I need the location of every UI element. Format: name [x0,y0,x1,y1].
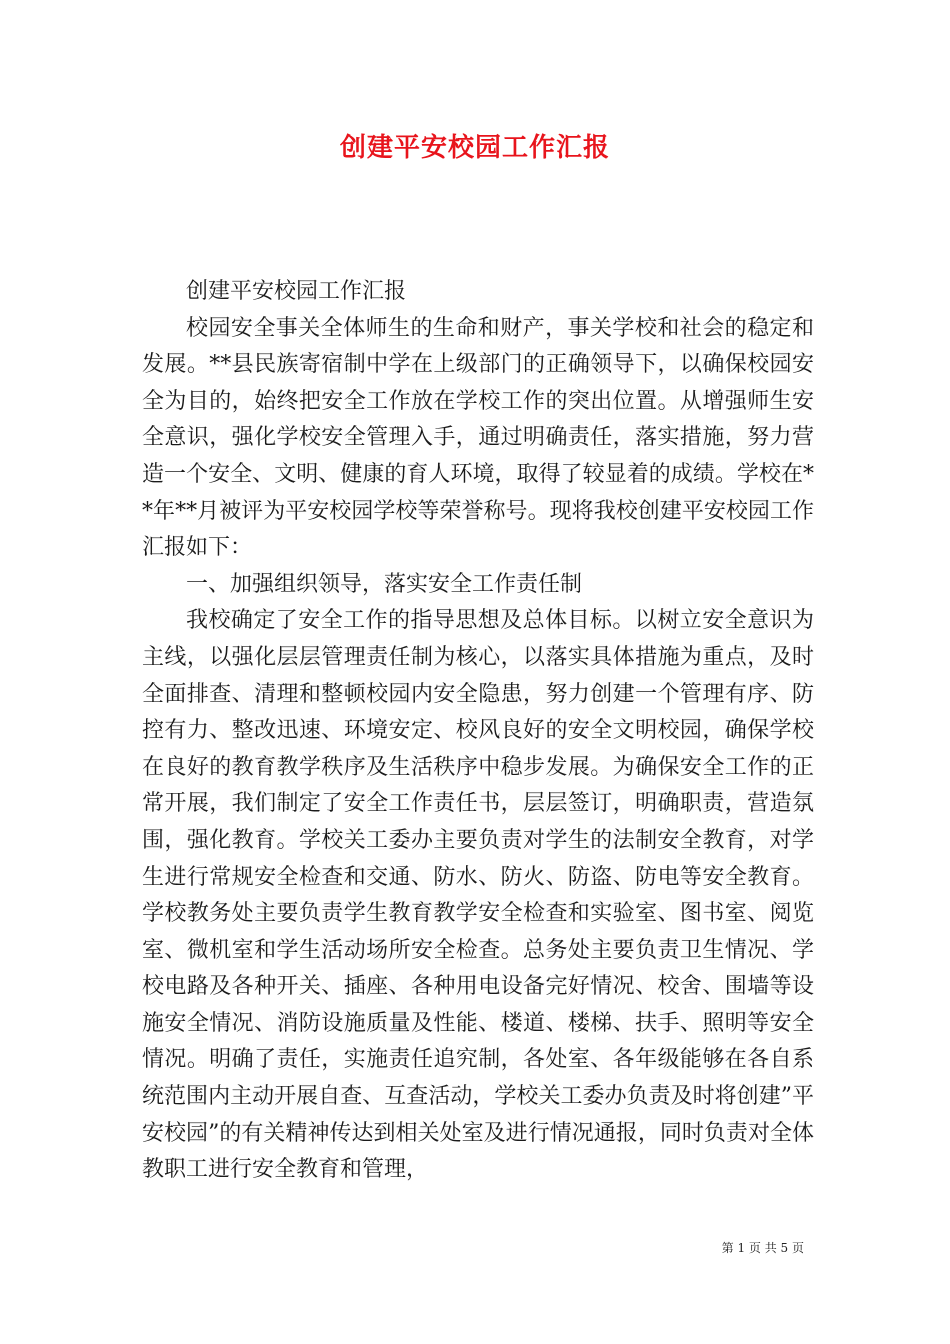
section-heading: 一、加强组织领导，落实安全工作责任制 [186,571,583,597]
paragraph-intro: 校园安全事关全体师生的生命和财产，事关学校和社会的稳定和发展。**县民族寄宿制中学在上级部门的正确领导下，以确保校园安全为目的，始终把安全工作放在学校工作的突出位置。从增强师生安全意识，强化学校安全管理入手，通过明确责任，落实措施，努力营造一个安全、文明、健康的育人环境，取得了较显着的成绩。学校在**年**月被评为平安校园学校等荣誉称号。现将我校创建平安校园工作汇报如下： [142,315,814,561]
page-number: 第 1 页 共 5 页 [721,1241,804,1255]
document-body [142,274,814,1189]
body-heading: 创建平安校园工作汇报 [186,279,407,304]
paragraph-section-1: 我校确定了安全工作的指导思想及总体目标。以树立安全意识为主线，以强化层层管理责任制为核心，以落实具体措施为重点，及时全面排查、清理和整顿校园内安全隐患，努力创建一个管理有序、防控有力、整改迅速、环境安定、校风良好的安全文明校园，确保学校在良好的教育教学秩序及生活秩序中稳步发展。为确保安全工作的正常开展，我们制定了安全工作责任书，层层签订，明确职责，营造氛围，强化教育。学校关工委办主要负责对学生的法制安全教育，对学生进行常规安全检查和交通、防水、防火、防盗、防电等安全教育。学校教务处主要负责学生教育教学安全检查和实验室、图书室、阅览室、微机室和学生活动场所安全检查。总务处主要负责卫生情况、学校电路及各种开关、插座、各种用电设备完好情况、校舍、围墙等设施安全情况、消防设施质量及性能、楼道、楼梯、扶手、照明等安全情况。明确了责任，实施责任追究制，各处室、各年级能够在各自系统范围内主动开展自查、互查活动，学校关工委办负责及时将创建”平安校园”的有关精神传达到相关处室及进行情况通报，同时负责对全体教职工进行安全教育和管理， [142,608,814,1183]
document-title: 创建平安校园工作汇报 [339,133,610,163]
